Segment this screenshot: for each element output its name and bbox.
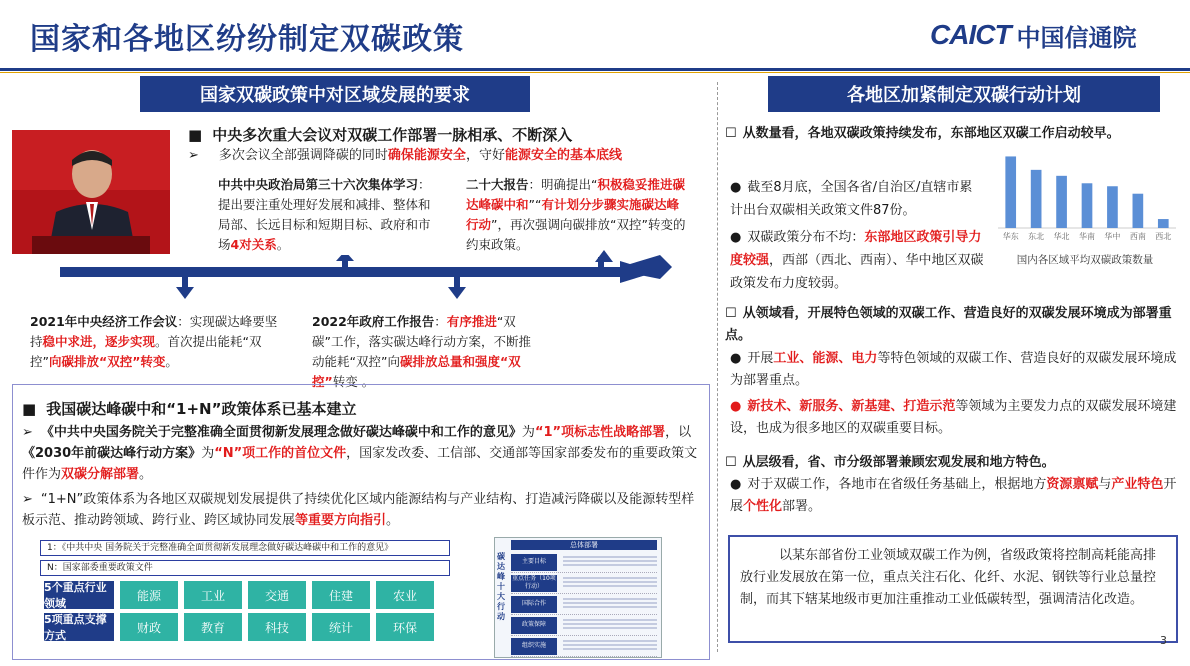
industry-cell-2: 工业: [184, 581, 242, 609]
heading-meetings: ■ 中央多次重大会议对双碳工作部署一脉相承、不断深入: [188, 126, 573, 144]
ten-actions-row: [511, 615, 657, 636]
ten-actions-detail-lines: [563, 577, 657, 589]
logo-cn: 中国信通院: [1016, 23, 1137, 52]
support-cell-4: 统计: [312, 613, 370, 641]
meeting-20th-congress: 二十大报告：明确提出“积极稳妥推进碳达峰碳中和”“有计划分步骤实施碳达峰行动”，再次强调向碳排放“双控”转变的约束政策。: [466, 177, 686, 252]
ten-actions-vertical-title: 碳达峰十大行动: [497, 552, 505, 621]
policy-para-1: ➢ 《中共中央国务院关于完整准确全面贯彻新发展理念做好碳达峰碳中和工作的意见》为“1”项标志性战略部署，以《2030年前碳达峰行动方案》为“N”项工作的首位文件，国家发改委、工信部、交通部等国家部委发布的重要政策文件作为双碳分解部署。: [22, 425, 698, 482]
support-cell-1: 财政: [120, 613, 178, 641]
chart-bar-华南: [1082, 183, 1093, 228]
meeting-politburo: 中共中央政治局第三十六次集体学习：提出要注重处理好发展和减排、整体和局部、长远目标和短期目标、政府和市场4对关系。: [218, 177, 431, 252]
ten-actions-row: [511, 552, 657, 573]
chart-tick-label: 西南: [1129, 232, 1146, 241]
chart-tick-label: 华北: [1053, 232, 1070, 241]
chart-tick-label: 西北: [1155, 232, 1172, 241]
right-bullet-sectors: ● 开展工业、能源、电力等特色领域的双碳工作、营造良好的双碳发展环境成为部署重点。: [730, 351, 1177, 388]
speaker-photo: [12, 130, 170, 254]
header-rule: [0, 68, 1190, 71]
right-bullet-newtech: ● 新技术、新服务、新基建、打造示范等领域为主要发力点的双碳发展环境建设，也成为很多地区的双碳重要目标。: [730, 399, 1177, 436]
ten-actions-row: [511, 594, 657, 615]
header-rule-accent: [0, 72, 1190, 73]
right-heading-quantity: ☐ 从数量看，各地双碳政策持续发布，东部地区双碳工作启动较早。: [725, 126, 1120, 141]
support-cell-5: 环保: [376, 613, 434, 641]
ten-actions-detail-lines: [563, 556, 657, 568]
right-heading-level: ☐ 从层级看，省、市分级部署兼顾宏观发展和地方特色。: [725, 455, 1055, 470]
right-bullet-level: ● 对于双碳工作，各地市在省级任务基础上，根据地方资源禀赋与产业特色开展个性化部署。: [730, 477, 1177, 514]
left-section-header: 国家双碳政策中对区域发展的要求: [140, 76, 530, 112]
diagram-row-n: N：国家部委重要政策文件: [40, 560, 450, 576]
chart-tick-label: 华东: [1002, 232, 1019, 241]
meeting-2022-report: 2022年政府工作报告：有序推进“双碳”工作，落实碳达峰行动方案，不断推动能耗“双控”向碳排放总量和强度“双控”转变 。: [312, 314, 531, 389]
policy-para-2: ➢ “1+N”政策体系为各地区双碳规划发展提供了持续优化区域内能源结构与产业结构、打造减污降碳以及能源转型样板示范、推动跨领域、跨行业、跨区域协同发展等重要方向指引。: [22, 492, 695, 528]
chart-bar-华东: [1005, 156, 1016, 228]
ten-actions-item: 政策保障: [511, 617, 557, 634]
timeline-up-arrow: [595, 250, 613, 264]
ten-actions-detail-lines: [563, 598, 657, 610]
chart-bar-华中: [1107, 186, 1118, 228]
chart-title: 国内各区域平均双碳政策数量: [1016, 254, 1154, 266]
industry-cell-4: 住建: [312, 581, 370, 609]
diagram-label-supports: 5项重点支撑方式: [44, 613, 114, 641]
ten-actions-row: [511, 636, 657, 657]
example-note-text: 以某东部省份工业领域双碳工作为例，省级政策将控制高耗能高排放行业发展放在第一位，重点关注石化、化纤、水泥、钢铁等行业总量控制，而其下辖某地级市更加注重推动工业低碳转型，强调清洁化改造。: [740, 548, 1157, 607]
diagram-label-industries: 5个重点行业领域: [44, 581, 114, 609]
column-divider: [717, 82, 718, 652]
ten-actions-list: [511, 552, 657, 657]
ten-actions-detail-lines: [563, 619, 657, 631]
support-cell-2: 教育: [184, 613, 242, 641]
industry-cell-5: 农业: [376, 581, 434, 609]
chart-tick-label: 东北: [1028, 232, 1045, 241]
chart-bar-西北: [1158, 219, 1169, 228]
example-note-box: [728, 535, 1178, 643]
region-policy-chart: [990, 140, 1180, 270]
ten-actions-item: 组织实施: [511, 638, 557, 655]
meetings-subpoint: ➢ 多次会议全部强调降碳的同时确保能源安全，守好能源安全的基本底线: [188, 148, 622, 163]
right-bullet-count: ● 截至8月底，全国各省/自治区/直辖市累计出台双碳相关政策文件87份。: [730, 180, 973, 218]
ten-actions-detail-lines: [563, 640, 657, 652]
ten-actions-row: [511, 573, 657, 594]
page-title: 国家和各地区纷纷制定双碳政策: [30, 22, 464, 57]
chart-bar-西南: [1133, 194, 1144, 228]
heading-1n: ■ 我国碳达峰碳中和“1+N”政策体系已基本建立: [22, 400, 357, 418]
ten-actions-header: 总体部署: [511, 540, 657, 550]
chart-bar-华北: [1056, 176, 1067, 228]
page-number: 3: [1160, 634, 1167, 647]
speaker-illustration: [12, 130, 170, 254]
chart-tick-label: 华南: [1079, 232, 1095, 241]
ten-actions-item: 国际合作: [511, 596, 557, 613]
ten-actions-figure: [494, 537, 662, 658]
right-heading-domain: ☐ 从领域看，开展特色领域的双碳工作、营造良好的双碳发展环境成为部署重点。: [725, 306, 1172, 343]
industry-cell-3: 交通: [248, 581, 306, 609]
diagram-row-1: 1：《中共中央 国务院关于完整准确全面贯彻新发展理念做好碳达峰碳中和工作的意见》: [40, 540, 450, 556]
support-cell-3: 科技: [248, 613, 306, 641]
logo-en: CAICT: [930, 19, 1011, 50]
ten-actions-item: 主要目标: [511, 554, 557, 571]
ten-actions-item: 重点任务（10项行动）: [512, 575, 556, 590]
meeting-2021-econ: 2021年中央经济工作会议：实现碳达峰要坚持稳中求进，逐步实现。首次提出能耗“双控”向碳排放“双控”转变。: [30, 314, 278, 369]
chart-bar-东北: [1031, 170, 1042, 228]
right-bullet-distribution: ● 双碳政策分布不均：东部地区政策引导力度较强，西部（西北、西南）、华中地区双碳政策发布力度较弱。: [730, 230, 984, 291]
timeline-arrows: [60, 255, 680, 303]
chart-tick-label: 华中: [1104, 232, 1121, 241]
caict-logo: [930, 18, 1137, 52]
right-section-header: 各地区加紧制定双碳行动计划: [768, 76, 1160, 112]
industry-cell-1: 能源: [120, 581, 178, 609]
